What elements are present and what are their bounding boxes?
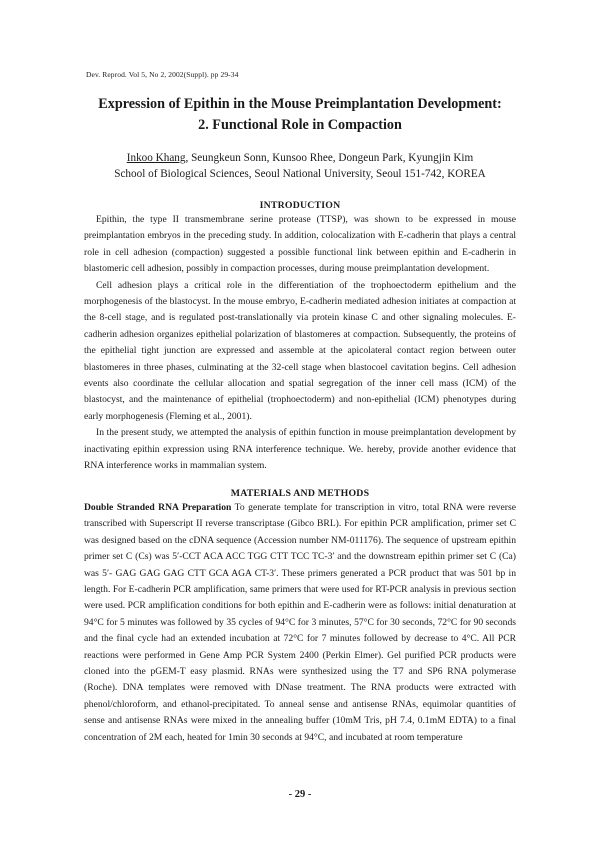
methods-heading: MATERIALS AND METHODS xyxy=(230,488,370,499)
methods-body xyxy=(84,500,516,746)
page-number: - 29 - xyxy=(288,789,312,800)
methods-paragraph-text: To generate template for transcription in vitro, total RNA were reverse transcribed with Superscript II reverse transcriptase (Gibco BRL). For epithin PCR amplification, primer set C was designed based on the cDNA sequence (Accession number NM-011176). The sequence of upstream epithin primer set C (Cs) was 5′-CCT ACA ACC TGG CTT TCC TC-3′ and the downstream epithin primer set C (Ca) was 5′- GAG GAG GAG CTT GCA AGA CT-3′. These primers generated a PCR product that was 501 bp in length. For E-cadherin PCR amplification, same primers that were used for RT-PCR analysis in previous section were used. PCR amplification conditions for both epithin and E-cadherin were as follows: initial denaturation at 94°C for 5 minutes was followed by 35 cycles of 94°C for 3 minutes, 57°C for 30 seconds, 72°C for 90 seconds and the final cycle had an extended incubation at 72°C for 7 minutes followed by decrease to 4°C. All PCR reactions were performed in Gene Amp PCR System 2400 (Perkin Elmer). Gel purified PCR products were cloned into the pGEM-T easy plasmid. RNAs were synthesized using the T7 and SP6 RNA polymerase (Roche). DNA templates were removed with DNase treatment. The RNA products were extracted with phenol/chloroform, and ethanol-precipitated. To anneal sense and antisense RNAs, equimolar quantities of sense and antisense RNAs were mixed in the annealing buffer (10mM Tris, pH 7.4, 0.1mM EDTA) to a final concentration of 2M each, heated for 1min 30 seconds at 94°C, and incubated at room temperature xyxy=(84,502,516,743)
author-list xyxy=(0,150,600,166)
paper-title-line1: Expression of Epithin in the Mouse Preimplantation Development: xyxy=(98,96,502,112)
introduction-body xyxy=(84,212,516,475)
coauthors: , Seungkeun Sonn, Kunsoo Rhee, Dongeun Park, Kyungjin Kim xyxy=(185,152,474,164)
affiliation: School of Biological Sciences, Seoul National University, Seoul 151-742, KOREA xyxy=(114,168,486,180)
intro-paragraph-1: Epithin, the type II transmembrane serine protease (TTSP), was shown to be expressed in mouse preimplantation embryos in the preceding study. In addition, colocalization with E-cadherin that plays a central role in cell adhesion (compaction) suggested a possible functional link between epithin and E-cadherin in blastomeric cell adhesion, possibly in compaction processes, during mouse preimplantation development. xyxy=(84,214,516,275)
first-author: Inkoo Khang xyxy=(126,152,186,164)
introduction-heading: INTRODUCTION xyxy=(259,200,341,211)
methods-subheading: Double Stranded RNA Preparation xyxy=(84,502,232,513)
methods-paragraph xyxy=(84,500,516,746)
paper-title-line2: 2. Functional Role in Compaction xyxy=(198,117,402,133)
intro-paragraph-2: Cell adhesion plays a critical role in the differentiation of the trophoectoderm epithelium and the morphogenesis of the blastocyst. In the mouse embryo, E-cadherin mediated adhesion initiates at compaction at the 8-cell stage, and is regulated post-translationally via protein kinase C and other signaling molecules. E-cadherin adhesion organizes epithelial polarization of blastomeres at compaction. Subsequently, the proteins of the epithelial tight junction are expressed and assemble at the apicolateral contact region between outer blastomeres in three phases, culminating at the 32-cell stage when blastocoel cavitation begins. Cell adhesion events also coordinate the cellular allocation and spatial segregation of the inner cell mass (ICM) of the blastocyst, and the maintenance of epithelial (trophoectoderm) and non-epithelial (ICM) phenotypes during early morphogenesis (Fleming et al., 2001). xyxy=(84,279,516,422)
intro-paragraph-3: In the present study, we attempted the analysis of epithin function in mouse preimplantation development by inactivating epithin expression using RNA interference technique. We. hereby, provide another evidence that RNA interference works in mammalian system. xyxy=(84,427,516,472)
journal-citation: Dev. Reprod. Vol 5, No 2, 2002(Suppl). pp 29-34 xyxy=(86,70,239,79)
